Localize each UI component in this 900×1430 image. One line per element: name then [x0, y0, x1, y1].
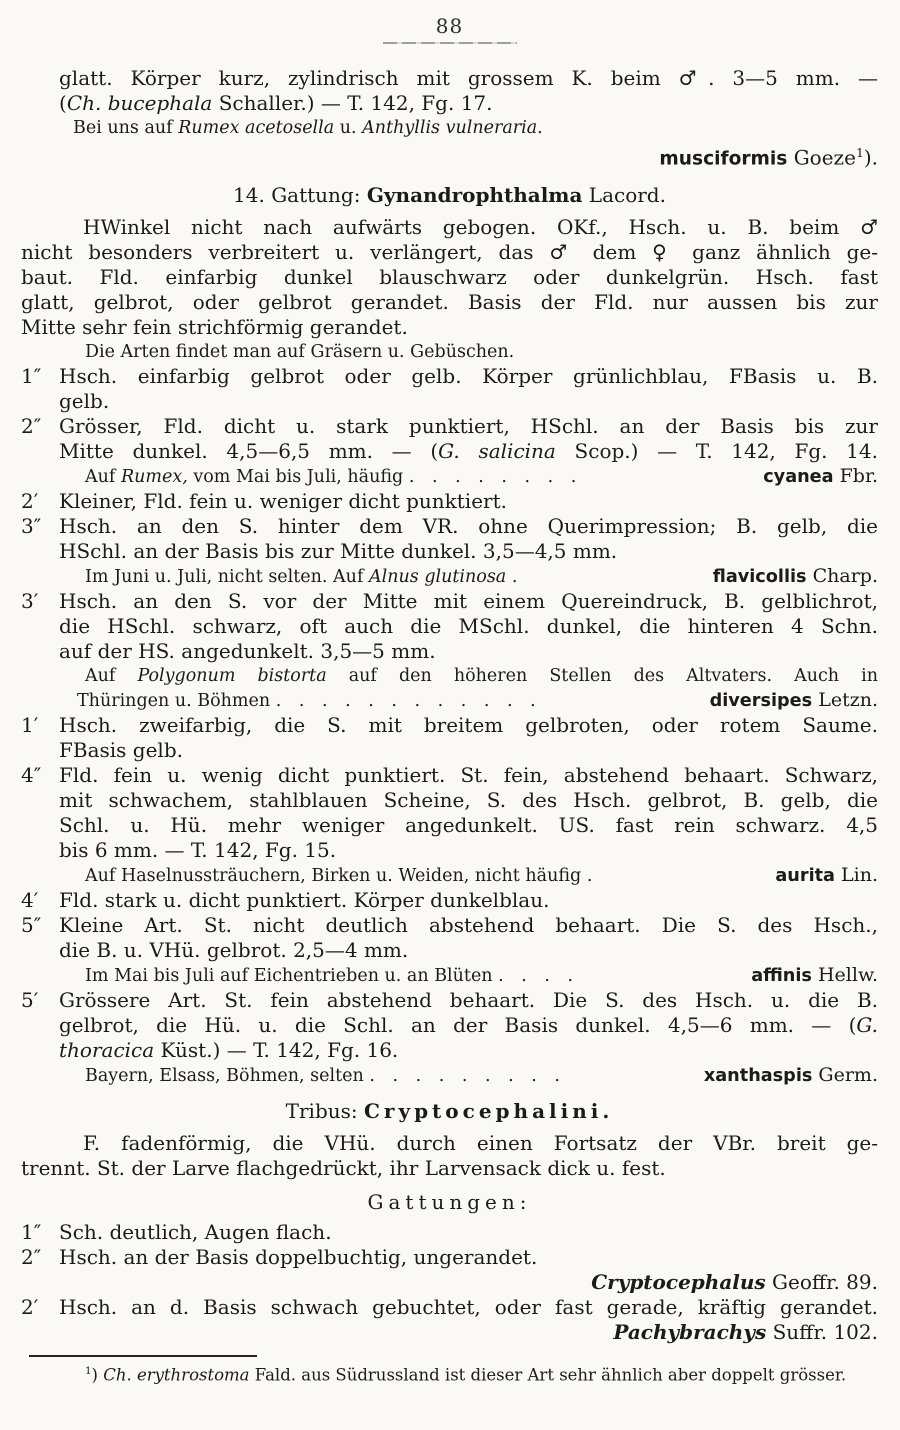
- key-text: [59, 1245, 878, 1270]
- text-segment: Gynandrophthalma: [366, 182, 583, 207]
- text-segment: Grössere Art. St. fein abstehend behaart. Die S. des Hsch. u. die B.: [59, 987, 878, 1012]
- text-segment: Cryptocephalini.: [364, 1098, 614, 1123]
- habitat-text: [85, 465, 582, 489]
- key-item: [21, 514, 878, 539]
- text-segment: Hsch. an d. Basis schwach gebuchtet, oder fast gerade, kräftig gerandet.: [59, 1294, 878, 1319]
- text-segment: glatt. Körper kurz, zylindrisch mit grossem K. beim ♂. 3—5 mm. —: [59, 66, 878, 90]
- text-segment: die HSchl. schwarz, oft auch die MSchl. dunkel, die hinteren 4 Schn.: [59, 613, 878, 638]
- text-segment: Goeze: [787, 145, 856, 170]
- key-item: [21, 589, 878, 614]
- body-line: [21, 290, 878, 315]
- text-segment: Lin.: [834, 863, 878, 886]
- habitat-note: [73, 116, 878, 140]
- body-line: [21, 215, 878, 240]
- key-text: [59, 364, 878, 389]
- key-continuation: [59, 738, 878, 763]
- key-continuation: [59, 788, 878, 813]
- text-segment: G.: [856, 1012, 878, 1037]
- text-segment: musciformis: [659, 148, 788, 170]
- key-continuation: [59, 639, 878, 664]
- text-segment: Fbr.: [833, 464, 878, 487]
- text-segment: Thüringen u. Böhmen: [77, 690, 276, 711]
- text-segment: Ch. erythrostoma: [103, 1365, 250, 1385]
- key-number: 1′: [21, 712, 39, 737]
- key-text: [59, 888, 878, 913]
- key-number: 2″: [21, 1244, 42, 1269]
- key-number: 2′: [21, 1294, 39, 1319]
- key-text: [59, 414, 878, 439]
- habitat-note: [85, 340, 878, 364]
- text-segment: vom Mai bis Juli, häufig: [187, 466, 409, 487]
- text-segment: Auf: [85, 665, 138, 686]
- text-segment: Charp.: [806, 564, 878, 587]
- species-result-line: [85, 464, 878, 489]
- text-segment: Hsch. an den S. hinter dem VR. ohne Querimpression; B. gelb, die: [59, 513, 878, 538]
- text-segment: diversipes: [709, 690, 813, 711]
- text-segment: Im Juni u. Juli, nicht selten. Auf: [85, 566, 369, 587]
- text-segment: Hsch. an den S. vor der Mitte mit einem Quereindruck, B. gelblichrot,: [59, 588, 878, 613]
- key-continuation: [59, 389, 878, 414]
- key-continuation: [59, 1013, 878, 1038]
- text-segment: Suffr. 102.: [766, 1319, 878, 1344]
- text-segment: .: [506, 566, 518, 587]
- key-number: 3″: [21, 513, 42, 538]
- text-segment: Bei uns auf: [73, 118, 179, 138]
- key-text: [59, 589, 878, 614]
- text-segment: .: [586, 865, 599, 886]
- key-continuation: [59, 838, 878, 863]
- text-segment: Grösser, Fld. dicht u. stark punktiert, HSchl. an der Basis bis zur: [59, 413, 878, 438]
- key-item: [21, 713, 878, 738]
- text-segment: Hellw.: [811, 963, 878, 986]
- key-number: 1″: [21, 363, 42, 388]
- key-item: [21, 414, 878, 439]
- species-name: [775, 863, 878, 888]
- footnote-rule: [29, 1355, 257, 1357]
- text-segment: Auf Haselnussträuchern, Birken u. Weiden, nicht häufig: [85, 865, 587, 886]
- gattungen-heading: [21, 1190, 878, 1215]
- footnote: [85, 1361, 852, 1387]
- text-segment: Alnus glutinosa: [369, 566, 507, 587]
- body-line: [21, 1131, 878, 1156]
- text-segment: Ch. bucephala: [66, 91, 213, 115]
- text-segment: Rumex acetosella: [178, 118, 335, 138]
- text-segment: FBasis gelb.: [59, 737, 183, 762]
- text-segment: trennt. St. der Larve flachgedrückt, ihr Larvensack dick u. fest.: [21, 1155, 666, 1180]
- species-result-line: [85, 1063, 878, 1088]
- text-segment: baut. Fld. einfarbig dunkel blauschwarz oder dunkelgrün. Hsch. fast: [21, 264, 878, 289]
- key-continuation: [59, 539, 878, 564]
- text-segment: Schl. u. Hü. mehr weniger angedunkelt. US. fast rein schwarz. 4,5: [59, 812, 878, 837]
- text-segment: Fald. aus Südrussland ist dieser Art sehr ähnlich aber doppelt grösser.: [249, 1365, 847, 1385]
- species-name: [751, 963, 878, 988]
- body-line: [59, 91, 878, 116]
- text-segment: Hsch. an der Basis doppelbuchtig, ungerandet.: [59, 1244, 538, 1269]
- text-segment: flavicollis: [712, 566, 807, 587]
- key-text: [59, 988, 878, 1013]
- key-item: [21, 1295, 878, 1320]
- key-number: 4′: [21, 887, 39, 912]
- species-result-line: [77, 688, 878, 713]
- body-line: [21, 315, 878, 340]
- text-segment: mit schwachem, stahlblauen Scheine, S. des Hsch. gelbrot, B. gelb, die: [59, 787, 878, 812]
- species-name: [713, 564, 878, 589]
- text-segment: affinis: [751, 965, 812, 986]
- species-result-line: [85, 963, 878, 988]
- text-segment: Tribus:: [285, 1098, 364, 1123]
- text-segment: Fld. stark u. dicht punktiert. Körper dunkelblau.: [59, 887, 550, 912]
- text-segment: Kleiner, Fld. fein u. weniger dicht punktiert.: [59, 488, 507, 513]
- key-item: [21, 763, 878, 788]
- text-segment: Hsch. einfarbig gelbrot oder gelb. Körper grünlichblau, FBasis u. B.: [59, 363, 878, 388]
- tribus-heading: [21, 1099, 878, 1124]
- key-item: [21, 913, 878, 938]
- key-number: 4″: [21, 762, 42, 787]
- text-segment: Anthyllis vulneraria: [362, 118, 538, 138]
- text-segment: . . . . . . . .: [408, 466, 583, 487]
- text-segment: Auf: [85, 466, 121, 487]
- text-segment: F. fadenförmig, die VHü. durch einen Fortsatz der VBr. breit ge-: [83, 1130, 878, 1155]
- body-line: [21, 240, 878, 265]
- text-segment: Im Mai bis Juli auf Eichentrieben u. an Blüten: [85, 965, 499, 986]
- text-segment: Mitte sehr fein strichförmig gerandet.: [21, 314, 408, 339]
- text-segment: cyanea: [763, 466, 834, 487]
- text-segment: nicht besonders verbreitert u. verlängert, das ♂ dem ♀ ganz ähnlich ge-: [21, 239, 878, 264]
- key-number: 2″: [21, 413, 42, 438]
- body-line: [59, 66, 878, 91]
- text-segment: Lacord.: [582, 182, 666, 207]
- text-segment: . . . . . . . . .: [369, 1065, 566, 1086]
- text-segment: auf der HS. angedunkelt. 3,5—5 mm.: [59, 638, 436, 663]
- key-number: 3′: [21, 588, 39, 613]
- text-segment: HWinkel nicht nach aufwärts gebogen. OKf., Hsch. u. B. beim ♂: [83, 214, 878, 239]
- text-segment: (: [59, 91, 67, 115]
- key-text: [59, 763, 878, 788]
- text-segment: Hsch. zweifarbig, die S. mit breitem gelbroten, oder rotem Saume.: [59, 712, 878, 737]
- habitat-text: [77, 689, 542, 713]
- text-segment: . . . .: [498, 965, 580, 986]
- key-text: [59, 1295, 878, 1320]
- key-item: [21, 489, 878, 514]
- species-name-line: [21, 140, 878, 172]
- text-segment: 14. Gattung:: [233, 182, 367, 207]
- text-segment: Bayern, Elsass, Böhmen, selten: [85, 1065, 370, 1086]
- genus-heading: [21, 183, 878, 208]
- key-item: [21, 988, 878, 1013]
- key-item: [21, 1245, 878, 1270]
- key-text: [59, 1220, 878, 1245]
- text-segment: gelbrot, die Hü. u. die Schl. an der Basis dunkel. 4,5—6 mm. — (: [59, 1012, 857, 1037]
- key-continuation: [59, 439, 878, 464]
- text-segment: gelb.: [59, 388, 110, 413]
- key-number: 1″: [21, 1219, 42, 1244]
- key-continuation: [59, 614, 878, 639]
- text-segment: Schaller.) — T. 142, Fg. 17.: [212, 91, 493, 115]
- text-segment: Sch. deutlich, Augen flach.: [59, 1219, 332, 1244]
- habitat-text: [85, 565, 517, 589]
- text-segment: Die Arten findet man auf Gräsern u. Gebüschen.: [85, 341, 515, 362]
- species-name: [763, 464, 878, 489]
- text-segment: Cryptocephalus: [591, 1269, 766, 1294]
- text-segment: xanthaspis: [703, 1065, 813, 1086]
- text-segment: Kleine Art. St. nicht deutlich abstehend behaart. Die S. des Hsch.,: [59, 912, 878, 937]
- habitat-text: [85, 964, 579, 988]
- text-segment: 1: [85, 1365, 92, 1377]
- text-segment: auf den höheren Stellen des Altvaters. Auch in: [326, 665, 879, 686]
- key-number: 5″: [21, 912, 42, 937]
- habitat-text: [85, 1064, 566, 1088]
- text-segment: Scop.) — T. 142, Fg. 14.: [555, 438, 878, 463]
- species-result-line: [85, 863, 878, 888]
- text-segment: Fld. fein u. wenig dicht punktiert. St. fein, abstehend behaart. Schwarz,: [59, 762, 878, 787]
- key-text: [59, 713, 878, 738]
- species-result-line: [85, 564, 878, 589]
- text-segment: Polygonum bistorta: [137, 665, 327, 686]
- text-segment: aurita: [775, 865, 835, 886]
- genus-result-line: [21, 1320, 878, 1345]
- text-segment: Rumex,: [120, 466, 188, 487]
- habitat-note: [85, 664, 878, 688]
- key-item: [21, 364, 878, 389]
- key-item: [21, 1220, 878, 1245]
- text-segment: Letzn.: [812, 688, 878, 711]
- species-name: [704, 1063, 878, 1088]
- text-segment: Küst.) — T. 142, Fg. 16.: [154, 1037, 399, 1062]
- key-text: [59, 489, 878, 514]
- text-segment: Pachybrachys: [613, 1319, 767, 1344]
- body-line: [21, 265, 878, 290]
- text-segment: bis 6 mm. — T. 142, Fg. 15.: [59, 837, 337, 862]
- key-item: [21, 888, 878, 913]
- text-segment: 1: [855, 145, 864, 160]
- key-number: 2′: [21, 488, 39, 513]
- text-segment: die B. u. VHü. gelbrot. 2,5—4 mm.: [59, 937, 409, 962]
- genus-result-line: [21, 1270, 878, 1295]
- text-segment: Germ.: [812, 1063, 878, 1086]
- text-segment: . . . . . . . . . . . .: [275, 690, 542, 711]
- header-rule: [383, 42, 517, 44]
- text-segment: HSchl. an der Basis bis zur Mitte dunkel. 3,5—4,5 mm.: [59, 538, 618, 563]
- species-name: [710, 688, 878, 713]
- key-number: 5′: [21, 987, 39, 1012]
- key-text: [59, 514, 878, 539]
- text-segment: Mitte dunkel. 4,5—6,5 mm. — (: [59, 438, 439, 463]
- text-segment: .: [537, 118, 543, 138]
- key-continuation: [59, 813, 878, 838]
- text-segment: thoracica: [59, 1037, 155, 1062]
- key-text: [59, 913, 878, 938]
- text-segment: u.: [334, 118, 363, 138]
- habitat-text: [85, 864, 598, 888]
- key-continuation: [59, 1038, 878, 1063]
- page-body: [21, 66, 878, 1386]
- text-segment: Geoffr. 89.: [765, 1269, 878, 1294]
- page-number: 88: [435, 14, 464, 38]
- text-segment: ): [91, 1365, 104, 1385]
- text-segment: glatt, gelbrot, oder gelbrot gerandet. Basis der Fld. nur aussen bis zur: [21, 289, 878, 314]
- body-line: [21, 1156, 878, 1181]
- text-segment: ).: [863, 145, 878, 170]
- key-continuation: [59, 938, 878, 963]
- text-segment: G. salicina: [438, 438, 556, 463]
- text-segment: Gattungen:: [367, 1189, 532, 1214]
